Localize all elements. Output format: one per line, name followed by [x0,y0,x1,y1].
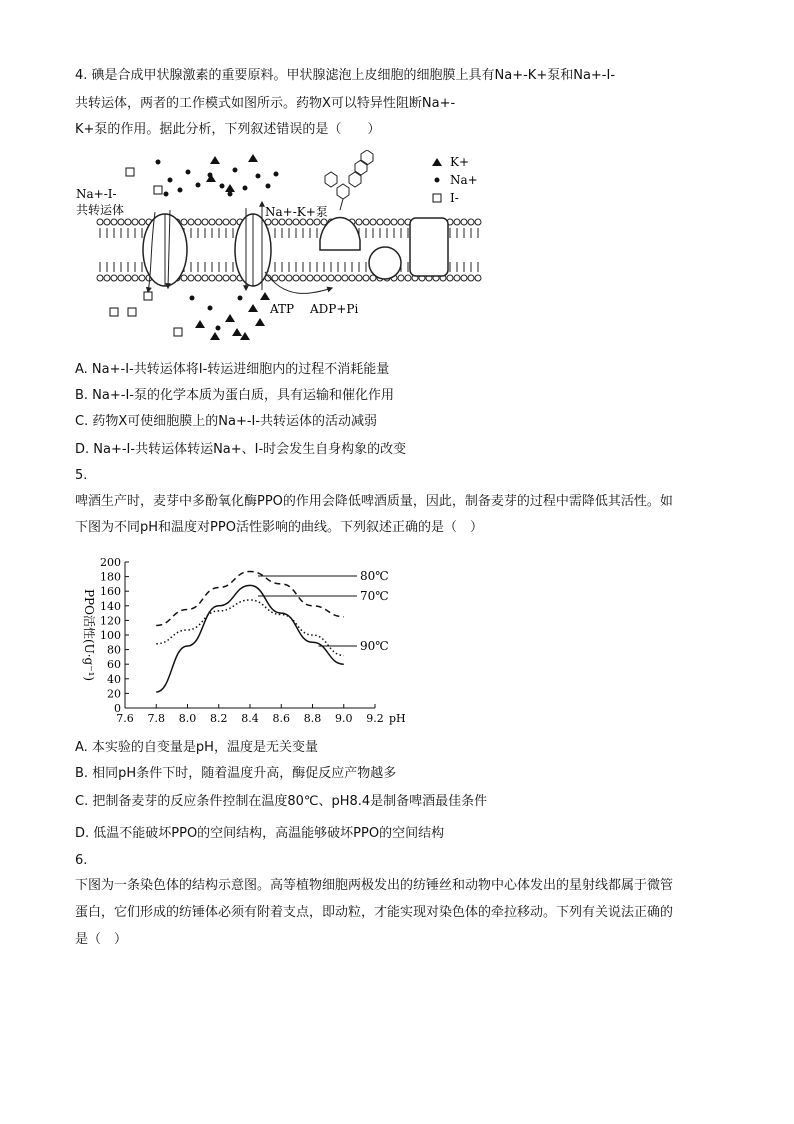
x-tick-label: 9.0 [335,712,353,725]
q4-option-a: A. Na+-I-共转运体将I-转运进细胞内的过程不消耗能量 [75,362,390,377]
legend-na: Na+ [450,173,478,187]
legend-i: I- [450,191,459,205]
cotransporter-label-2: 共转运体 [76,203,125,217]
y-tick-label: 200 [100,556,121,569]
q5-option-a: A. 本实验的自变量是pH，温度是无关变量 [75,740,318,755]
channel-protein [410,218,448,276]
q5-option-c: C. 把制备麦芽的反应条件控制在温度80℃、pH8.4是制备啤酒最佳条件 [75,794,488,809]
y-axis-label: PPO活性(U·g⁻¹) [82,588,96,682]
q4-stem-line1: 4. 碘是合成甲状腺激素的重要原料。甲状腺滤泡上皮细胞的细胞膜上具有Na+-K+泵和Na+-I- [75,68,616,83]
q4-option-d: D. Na+-I-共转运体转运Na+、I-时会发生自身构象的改变 [75,442,407,457]
y-tick-label: 180 [100,570,121,584]
y-tick-label: 100 [100,629,121,642]
glycan-chain-icon [325,150,373,210]
legend-k: K+ [450,155,470,169]
y-tick-label: 0 [114,702,121,715]
x-tick-label: 7.8 [147,712,165,725]
x-tick-label: 9.2 [366,712,384,725]
dot-icon [435,178,440,183]
series-line [156,571,344,625]
x-tick-label: 8.6 [272,712,290,725]
membrane-transport-diagram [70,150,490,350]
series-label: 70℃ [360,589,389,603]
q5-option-b: B. 相同pH条件下时，随着温度升高，酶促反应产物越多 [75,766,397,781]
q5-stem-line1: 啤酒生产时，麦芽中多酚氧化酶PPO的作用会降低啤酒质量，因此，制备麦芽的过程中需降低其活性。如 [75,494,673,509]
y-tick-label: 140 [100,599,121,613]
q4-option-b: B. Na+-I-泵的化学本质为蛋白质，具有运输和催化作用 [75,388,394,403]
series-label: 80℃ [360,569,389,583]
x-tick-label: 8.2 [210,712,228,725]
q5-option-d: D. 低温不能破坏PPO的空间结构，高温能够破坏PPO的空间结构 [75,826,445,841]
x-tick-label: 7.6 [116,712,134,725]
y-tick-label: 40 [107,672,121,686]
x-tick-label: 8.8 [303,712,322,725]
x-tick-label: 8.4 [241,712,259,725]
series-line [156,585,344,692]
q5-stem-line2: 下图为不同pH和温度对PPO活性影响的曲线。下列叙述正确的是（ ） [75,520,483,535]
ppo-activity-chart [75,552,415,732]
triangle-icon [432,158,442,166]
q6-stem-line3: 是（ ） [75,932,128,947]
cotransporter-label-1: Na+-I- [76,187,117,201]
x-axis-label: pH [389,712,406,725]
q4-option-c: C. 药物X可使细胞膜上的Na+-I-共转运体的活动减弱 [75,414,378,429]
q6-stem-line2: 蛋白，它们形成的纺锤体必须有附着支点，即动粒，才能实现对染色体的牵拉移动。下列有关说法正确的 [75,905,674,920]
y-tick-label: 20 [107,687,121,701]
series-label: 90℃ [360,639,389,653]
q6-number: 6. [75,853,88,868]
square-icon [433,194,441,202]
y-tick-label: 120 [100,614,121,628]
y-tick-label: 80 [107,643,121,657]
q4-stem-line3: K+泵的作用。据此分析，下列叙述错误的是（ ） [75,122,381,137]
y-tick-label: 160 [100,585,121,599]
atp-label: ATP [270,302,295,316]
legend [432,155,478,205]
adp-label: ADP+Pi [310,302,359,316]
pump-label: Na+-K+泵 [265,205,328,219]
x-tick-label: 8.0 [178,712,197,725]
q5-number: 5. [75,468,88,483]
q4-stem-line2: 共转运体，两者的工作模式如图所示。药物X可以特异性阻断Na+- [75,96,456,111]
q6-stem-line1: 下图为一条染色体的结构示意图。高等植物细胞两极发出的纺锤丝和动物中心体发出的星射线都属于微管 [75,878,674,893]
y-tick-label: 60 [107,658,121,672]
